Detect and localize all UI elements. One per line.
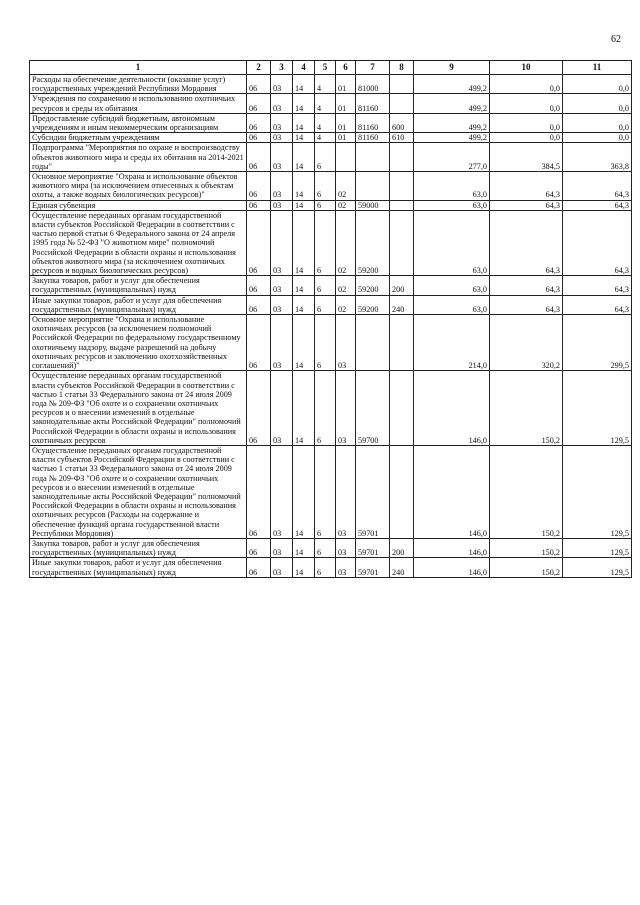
- amount-cell: 0,0: [563, 133, 632, 143]
- amount-cell: 64,3: [490, 276, 563, 295]
- code-cell: [356, 172, 390, 201]
- code-cell: 4: [315, 113, 336, 132]
- amount-cell: 64,3: [490, 295, 563, 314]
- code-cell: 03: [271, 445, 293, 538]
- code-cell: 06: [247, 172, 271, 201]
- row-name: Иные закупки товаров, работ и услуг для обеспечения государственных (муниципальных) нужд: [30, 295, 247, 314]
- code-cell: 06: [247, 276, 271, 295]
- row-name: Осуществление переданных органам государственной власти субъектов Российской Федерации в соответствии с частью 1 статьи 33 Федерального закона от 24 июля 2009 года № 209-ФЗ "Об охоте и о сохранении охотничьих ресурсов и о внесении изменений в отдельные законодательные акты Российской Федерации" полномочий Российской Федерации в области охраны и использования охотничьих ресурсов (Расходы на содержание и обеспечение функций органа государственной власти Республики Мордовия): [30, 445, 247, 538]
- table-row: [30, 94, 632, 113]
- code-cell: 4: [315, 75, 336, 94]
- code-cell: 59200: [356, 295, 390, 314]
- amount-cell: 150,2: [490, 445, 563, 538]
- code-cell: 06: [247, 200, 271, 210]
- code-cell: [356, 143, 390, 172]
- code-cell: 03: [271, 210, 293, 275]
- amount-cell: 64,3: [563, 276, 632, 295]
- code-cell: 6: [315, 371, 336, 446]
- code-cell: [390, 445, 414, 538]
- table-row: [30, 75, 632, 94]
- row-name: Основное мероприятие "Охрана и использование охотничьих ресурсов (за исключением полномочий Российской Федерации по федеральному государственному охотничьему надзору, выдаче разрешений на добычу охотничьих ресурсов и заключению охотхозяйственных соглашений)": [30, 315, 247, 371]
- code-cell: 03: [271, 172, 293, 201]
- code-cell: 14: [293, 94, 315, 113]
- amount-cell: 63,0: [414, 172, 490, 201]
- table-row: [30, 200, 632, 210]
- code-cell: 6: [315, 172, 336, 201]
- amount-cell: 499,2: [414, 133, 490, 143]
- amount-cell: 0,0: [490, 133, 563, 143]
- header-row: [30, 61, 632, 75]
- table-row: [30, 371, 632, 446]
- row-name: Основное мероприятие "Охрана и использование объектов животного мира (за исключением отнесенных к объектам охоты, а также водных биологических ресурсов)": [30, 172, 247, 201]
- table-row: [30, 172, 632, 201]
- amount-cell: 146,0: [414, 445, 490, 538]
- table-row: [30, 558, 632, 577]
- code-cell: 14: [293, 315, 315, 371]
- code-cell: [390, 210, 414, 275]
- code-cell: 01: [336, 94, 356, 113]
- code-cell: 03: [271, 133, 293, 143]
- code-cell: 06: [247, 133, 271, 143]
- code-cell: 14: [293, 538, 315, 557]
- col-header: 3: [271, 61, 293, 75]
- code-cell: 14: [293, 558, 315, 577]
- row-name: Предоставление субсидий бюджетным, автономным учреждениям и иным некоммерческим организациям: [30, 113, 247, 132]
- code-cell: 03: [271, 75, 293, 94]
- code-cell: 03: [336, 445, 356, 538]
- row-name: Расходы на обеспечение деятельности (оказание услуг) государственных учреждений Республики Мордовия: [30, 75, 247, 94]
- amount-cell: 499,2: [414, 75, 490, 94]
- amount-cell: 63,0: [414, 210, 490, 275]
- row-name: Осуществление переданных органам государственной власти субъектов Российской Федерации в соответствии с частью первой статьи 6 Федерального закона от 24 апреля 1995 года № 52-ФЗ "О животном мире" полномочий Российской Федерации в области охраны и использования объектов животного мира (за исключением охотничьих ресурсов и водных биологических ресурсов): [30, 210, 247, 275]
- code-cell: 6: [315, 295, 336, 314]
- amount-cell: 64,3: [563, 172, 632, 201]
- amount-cell: 64,3: [490, 172, 563, 201]
- amount-cell: 0,0: [563, 94, 632, 113]
- amount-cell: 146,0: [414, 538, 490, 557]
- code-cell: 06: [247, 210, 271, 275]
- code-cell: 06: [247, 445, 271, 538]
- code-cell: 6: [315, 558, 336, 577]
- amount-cell: 129,5: [563, 538, 632, 557]
- table-row: [30, 276, 632, 295]
- table-row: [30, 295, 632, 314]
- code-cell: 03: [271, 113, 293, 132]
- code-cell: 14: [293, 210, 315, 275]
- amount-cell: 499,2: [414, 113, 490, 132]
- code-cell: 14: [293, 133, 315, 143]
- code-cell: 03: [271, 538, 293, 557]
- code-cell: 4: [315, 133, 336, 143]
- amount-cell: 64,3: [490, 200, 563, 210]
- code-cell: 6: [315, 445, 336, 538]
- code-cell: 02: [336, 172, 356, 201]
- code-cell: 14: [293, 113, 315, 132]
- code-cell: 06: [247, 295, 271, 314]
- code-cell: 240: [390, 558, 414, 577]
- amount-cell: 63,0: [414, 276, 490, 295]
- code-cell: 59701: [356, 558, 390, 577]
- code-cell: [356, 315, 390, 371]
- col-header: 11: [563, 61, 632, 75]
- code-cell: 14: [293, 172, 315, 201]
- code-cell: [390, 94, 414, 113]
- col-header: 5: [315, 61, 336, 75]
- code-cell: 03: [271, 200, 293, 210]
- amount-cell: 299,5: [563, 315, 632, 371]
- amount-cell: 129,5: [563, 371, 632, 446]
- code-cell: 6: [315, 538, 336, 557]
- code-cell: 01: [336, 133, 356, 143]
- amount-cell: 0,0: [563, 113, 632, 132]
- code-cell: 03: [271, 143, 293, 172]
- row-name: Учреждения по сохранению и использованию охотничьих ресурсов и среды их обитания: [30, 94, 247, 113]
- code-cell: 81000: [356, 75, 390, 94]
- amount-cell: 129,5: [563, 558, 632, 577]
- amount-cell: 64,3: [563, 295, 632, 314]
- code-cell: 02: [336, 210, 356, 275]
- col-header: 6: [336, 61, 356, 75]
- code-cell: 6: [315, 200, 336, 210]
- code-cell: 6: [315, 210, 336, 275]
- table-row: [30, 315, 632, 371]
- code-cell: 02: [336, 276, 356, 295]
- code-cell: 06: [247, 75, 271, 94]
- code-cell: [390, 200, 414, 210]
- code-cell: 03: [271, 371, 293, 446]
- code-cell: 02: [336, 200, 356, 210]
- code-cell: 06: [247, 113, 271, 132]
- amount-cell: 0,0: [563, 75, 632, 94]
- code-cell: 03: [271, 558, 293, 577]
- code-cell: 03: [336, 538, 356, 557]
- code-cell: 03: [336, 315, 356, 371]
- code-cell: 6: [315, 143, 336, 172]
- code-cell: 03: [336, 558, 356, 577]
- code-cell: 14: [293, 75, 315, 94]
- code-cell: 06: [247, 371, 271, 446]
- code-cell: [390, 315, 414, 371]
- code-cell: 6: [315, 276, 336, 295]
- code-cell: [336, 143, 356, 172]
- code-cell: 200: [390, 538, 414, 557]
- table-row: [30, 113, 632, 132]
- table-row: [30, 538, 632, 557]
- code-cell: 02: [336, 295, 356, 314]
- amount-cell: 150,2: [490, 558, 563, 577]
- code-cell: 240: [390, 295, 414, 314]
- amount-cell: 320,2: [490, 315, 563, 371]
- code-cell: 59701: [356, 445, 390, 538]
- row-name: Иные закупки товаров, работ и услуг для обеспечения государственных (муниципальных) нужд: [30, 558, 247, 577]
- code-cell: 06: [247, 538, 271, 557]
- amount-cell: 64,3: [490, 210, 563, 275]
- code-cell: 01: [336, 75, 356, 94]
- amount-cell: 0,0: [490, 113, 563, 132]
- col-header: 2: [247, 61, 271, 75]
- amount-cell: 499,2: [414, 94, 490, 113]
- amount-cell: 146,0: [414, 371, 490, 446]
- code-cell: 6: [315, 315, 336, 371]
- code-cell: 14: [293, 295, 315, 314]
- col-header: 1: [30, 61, 247, 75]
- code-cell: 59700: [356, 371, 390, 446]
- code-cell: 59200: [356, 276, 390, 295]
- col-header: 8: [390, 61, 414, 75]
- code-cell: 81160: [356, 113, 390, 132]
- page-number: 62: [611, 34, 621, 45]
- row-name: Единая субвенция: [30, 200, 247, 210]
- amount-cell: 150,2: [490, 371, 563, 446]
- amount-cell: 64,3: [563, 200, 632, 210]
- row-name: Закупка товаров, работ и услуг для обеспечения государственных (муниципальных) нужд: [30, 276, 247, 295]
- code-cell: 59000: [356, 200, 390, 210]
- code-cell: 14: [293, 143, 315, 172]
- code-cell: 610: [390, 133, 414, 143]
- code-cell: [390, 143, 414, 172]
- code-cell: [390, 371, 414, 446]
- budget-table: [29, 60, 632, 578]
- amount-cell: 150,2: [490, 538, 563, 557]
- code-cell: 14: [293, 445, 315, 538]
- table-row: [30, 133, 632, 143]
- table-row: [30, 210, 632, 275]
- amount-cell: 0,0: [490, 94, 563, 113]
- code-cell: 14: [293, 276, 315, 295]
- amount-cell: 146,0: [414, 558, 490, 577]
- amount-cell: 214,0: [414, 315, 490, 371]
- row-name: Закупка товаров, работ и услуг для обеспечения государственных (муниципальных) нужд: [30, 538, 247, 557]
- code-cell: 59701: [356, 538, 390, 557]
- code-cell: 01: [336, 113, 356, 132]
- code-cell: 59200: [356, 210, 390, 275]
- code-cell: 03: [336, 371, 356, 446]
- amount-cell: 63,0: [414, 295, 490, 314]
- amount-cell: 129,5: [563, 445, 632, 538]
- code-cell: 06: [247, 94, 271, 113]
- code-cell: 14: [293, 371, 315, 446]
- code-cell: 03: [271, 315, 293, 371]
- code-cell: 06: [247, 315, 271, 371]
- col-header: 9: [414, 61, 490, 75]
- row-name: Подпрограмма "Мероприятия по охране и воспроизводству объектов животного мира и среды их обитания на 2014-2021 годы": [30, 143, 247, 172]
- amount-cell: 0,0: [490, 75, 563, 94]
- table-row: [30, 445, 632, 538]
- col-header: 10: [490, 61, 563, 75]
- col-header: 7: [356, 61, 390, 75]
- code-cell: [390, 172, 414, 201]
- code-cell: 81160: [356, 94, 390, 113]
- code-cell: 14: [293, 200, 315, 210]
- code-cell: 600: [390, 113, 414, 132]
- amount-cell: 63,0: [414, 200, 490, 210]
- amount-cell: 384,5: [490, 143, 563, 172]
- amount-cell: 363,8: [563, 143, 632, 172]
- code-cell: [390, 75, 414, 94]
- code-cell: 03: [271, 295, 293, 314]
- table-row: [30, 143, 632, 172]
- code-cell: 03: [271, 94, 293, 113]
- code-cell: 06: [247, 558, 271, 577]
- amount-cell: 277,0: [414, 143, 490, 172]
- code-cell: 06: [247, 143, 271, 172]
- code-cell: 4: [315, 94, 336, 113]
- amount-cell: 64,3: [563, 210, 632, 275]
- code-cell: 200: [390, 276, 414, 295]
- code-cell: 81160: [356, 133, 390, 143]
- col-header: 4: [293, 61, 315, 75]
- code-cell: 03: [271, 276, 293, 295]
- row-name: Осуществление переданных органам государственной власти субъектов Российской Федерации в соответствии с частью 1 статьи 33 Федерального закона от 24 июля 2009 года № 209-ФЗ "Об охоте и о сохранении охотничьих ресурсов и о внесении изменений в отдельные законодательные акты Российской Федерации" полномочий Российской Федерации в области охраны и использования охотничьих ресурсов: [30, 371, 247, 446]
- row-name: Субсидии бюджетным учреждениям: [30, 133, 247, 143]
